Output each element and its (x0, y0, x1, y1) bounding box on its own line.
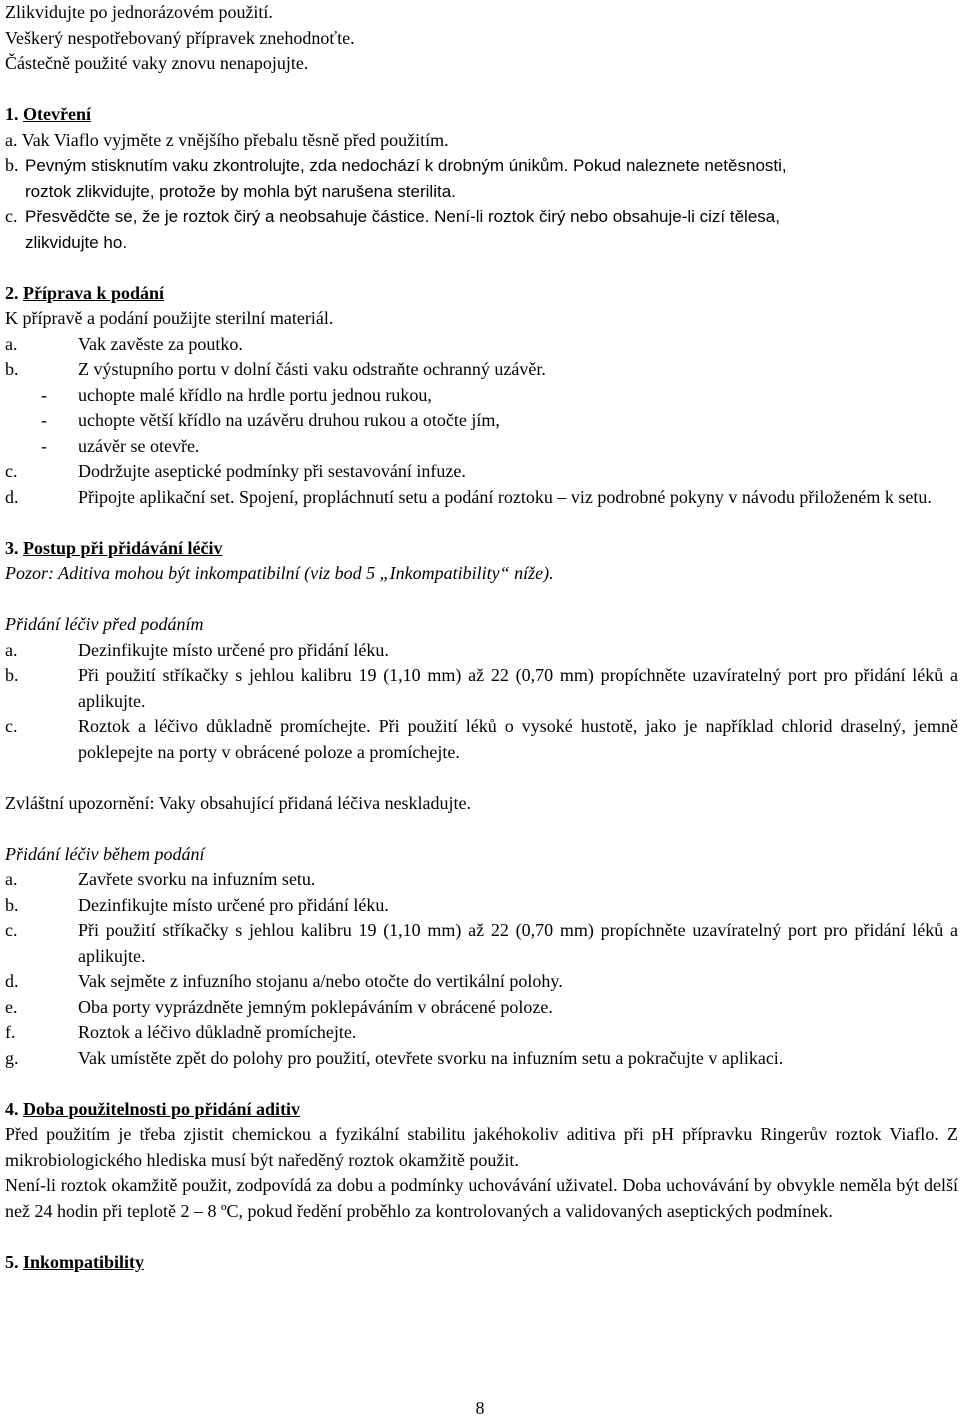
intro-line-2: Veškerý nespotřebovaný přípravek znehodnoťte. (5, 27, 355, 48)
document-page (5, 0, 958, 1275)
section-2-lead: K přípravě a podání použijte sterilní materiál. (5, 308, 334, 328)
section-3-heading: 3. Postup při přidávání léčiv (5, 537, 223, 558)
section-1-item-b: b. Pevným stisknutím vaku zkontrolujte, zda nedochází k drobným únikům. Pokud naleznete netěsnosti, roztok zlikvidujte, protože by mohla být narušena sterilita. (5, 155, 787, 201)
section-2-heading: 2. Příprava k podání (5, 282, 165, 303)
section-1-heading: 1. Otevření (5, 104, 91, 124)
intro-line-3: Částečně použité vaky znovu nenapojujte. (5, 53, 309, 73)
section-4-paragraph-2: Není-li roztok okamžitě použit, zodpovídá za dobu a podmínky uchovávání uživatel. Doba uchovávání by obvykle neměla být delší než 24 hodin při teplotě 2 – 8 ºC, pokud ředění proběhlo za kontrolovaných a validovaných aseptických podmínek. (5, 1175, 958, 1221)
during-item-g: g. Vak umístěte zpět do polohy pro použití, otevřete svorku na infuzním setu a pokračujte v aplikaci. (5, 1047, 784, 1068)
before-item-b: b. Při použití stříkačky s jehlou kalibru 19 (1,10 mm) až 22 (0,70 mm) propíchněte uzavíratelný port pro přidání léků a aplikujte. (5, 665, 958, 711)
intro-line-1: Zlikvidujte po jednorázovém použití. (5, 2, 273, 22)
before-item-a: a. Dezinfikujte místo určené pro přidání léku. (5, 639, 389, 660)
during-item-a: a. Zavřete svorku na infuzním setu. (5, 869, 316, 889)
section-5-heading: 5. Inkompatibility (5, 1251, 145, 1272)
section-2-item-b: b. Z výstupního portu v dolní části vaku odstraňte ochranný uzávěr. (5, 359, 546, 379)
subsection-before-title: Přidání léčiv před podáním (5, 614, 204, 634)
special-caution: Zvláštní upozornění: Vaky obsahující přidaná léčiva neskladujte. (5, 792, 472, 813)
section-2-item-a: a. Vak zavěste za poutko. (5, 333, 243, 354)
during-item-b: b. Dezinfikujte místo určené pro přidání léku. (5, 894, 389, 915)
during-item-f: f. Roztok a léčivo důkladně promíchejte. (5, 1022, 357, 1042)
during-item-d: d. Vak sejměte z infuzního stojanu a/nebo otočte do vertikální polohy. (5, 971, 563, 991)
during-item-c: c. Při použití stříkačky s jehlou kalibru 19 (1,10 mm) až 22 (0,70 mm) propíchněte uzavíratelný port pro přidání léků a aplikujte. (5, 920, 958, 966)
section-1-item-a: a. Vak Viaflo vyjměte z vnějšího přebalu těsně před použitím. (5, 129, 449, 150)
section-3-warning: Pozor: Aditiva mohou být inkompatibilní (viz bod 5 „Inkompatibility“ níže). (5, 563, 554, 583)
subsection-during-title: Přidání léčiv během podání (5, 843, 205, 864)
section-1-item-c: c. Přesvědčte se, že je roztok čirý a neobsahuje částice. Není-li roztok čirý nebo obsahuje-li cizí tělesa, zlikvidujte ho. (5, 206, 780, 252)
section-2-item-c: c. Dodržujte aseptické podmínky při sestavování infuze. (5, 461, 466, 481)
section-4-heading: 4. Doba použitelnosti po přidání aditiv (5, 1098, 301, 1119)
section-4-paragraph-1: Před použitím je třeba zjistit chemickou a fyzikální stabilitu jakéhokoliv aditiva při pH přípravku Ringerův roztok Viaflo. Z mikrobiologického hlediska musí být naředěný roztok okamžitě použit. (5, 1124, 958, 1170)
section-2-item-d: d. Připojte aplikační set. Spojení, propláchnutí setu a podání roztoku – viz podrobné pokyny v návodu přiloženém k setu. (5, 486, 932, 507)
section-2-dash-2: - uchopte větší křídlo na uzávěru druhou rukou a otočte jím, (41, 410, 500, 430)
page-number: 8 (475, 1398, 485, 1418)
section-2-dash-1: - uchopte malé křídlo na hrdle portu jednou rukou, (41, 384, 432, 405)
before-item-c: c. Roztok a léčivo důkladně promíchejte. Při použití léků o vysoké hustotě, jako je například chlorid draselný, jemně poklepejte na porty v obrácené poloze a promíchejte. (5, 716, 958, 762)
during-item-e: e. Oba porty vyprázdněte jemným poklepáváním v obrácené poloze. (5, 996, 553, 1017)
section-2-dash-3: - uzávěr se otevře. (41, 435, 200, 456)
